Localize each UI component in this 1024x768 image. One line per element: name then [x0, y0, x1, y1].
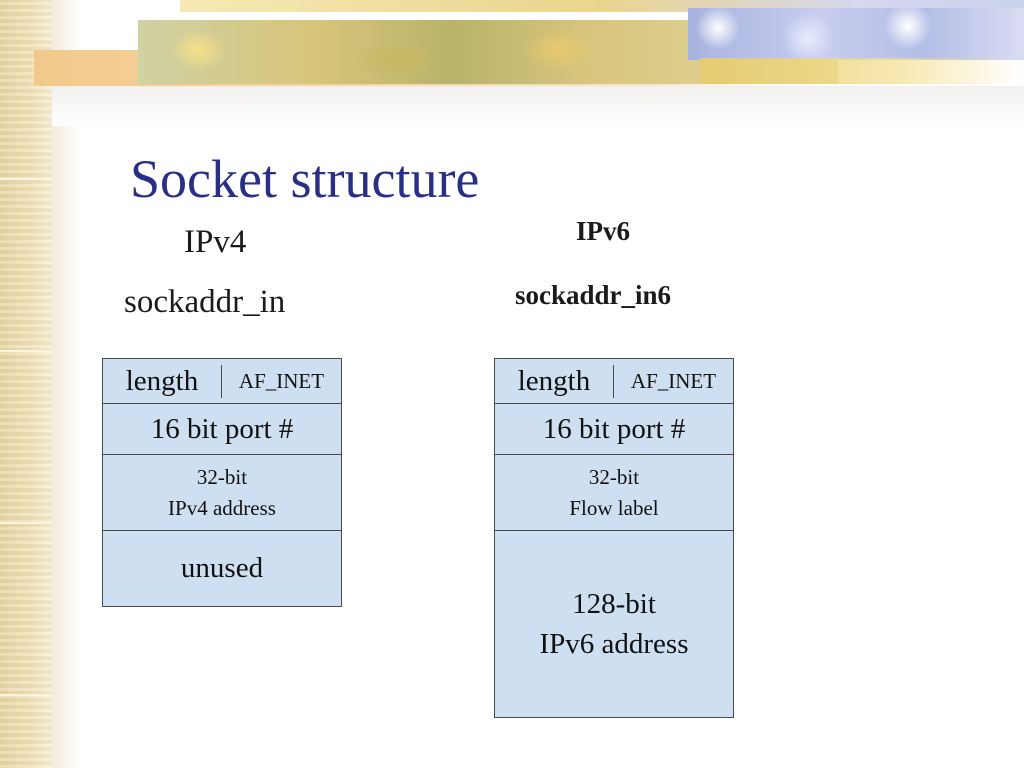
ipv6-struct-name: sockaddr_in6	[515, 280, 672, 310]
decorative-texture-strip	[0, 0, 52, 768]
ipv6-family-field: AF_INET	[630, 368, 717, 393]
decorative-banner-shadow	[52, 86, 1024, 126]
ipv4-header-row	[103, 359, 341, 403]
decorative-flowers-image	[688, 8, 1024, 60]
decorative-grass-image	[700, 58, 1024, 84]
ipv4-address-size: 32-bit	[196, 464, 248, 489]
slide-title: Socket structure	[130, 149, 480, 209]
ipv6-struct-diagram	[494, 358, 734, 718]
ipv4-length-field: length	[103, 365, 222, 398]
ipv4-port-field: 16 bit port #	[103, 403, 341, 454]
ipv6-address-size: 128-bit	[572, 588, 656, 620]
ipv6-address-label: IPv6 address	[539, 628, 689, 660]
ipv6-flow-label-field	[495, 454, 733, 530]
ipv6-header-row	[495, 359, 733, 403]
ipv4-struct-name: sockaddr_in	[124, 284, 286, 320]
ipv4-struct-diagram	[102, 358, 342, 607]
ipv6-length-field: length	[495, 365, 614, 398]
ipv4-unused-field: unused	[103, 530, 341, 606]
ipv6-flow-label: Flow label	[569, 495, 659, 520]
ipv6-version-label: IPv6	[576, 216, 630, 246]
ipv6-port-field: 16 bit port #	[495, 403, 733, 454]
ipv6-flow-size: 32-bit	[588, 464, 640, 489]
ipv4-family-field: AF_INET	[238, 368, 325, 393]
ipv4-address-field	[103, 454, 341, 530]
ipv6-address-field	[495, 530, 733, 717]
ipv4-address-label: IPv4 address	[168, 495, 276, 520]
ipv4-version-label: IPv4	[184, 224, 247, 260]
